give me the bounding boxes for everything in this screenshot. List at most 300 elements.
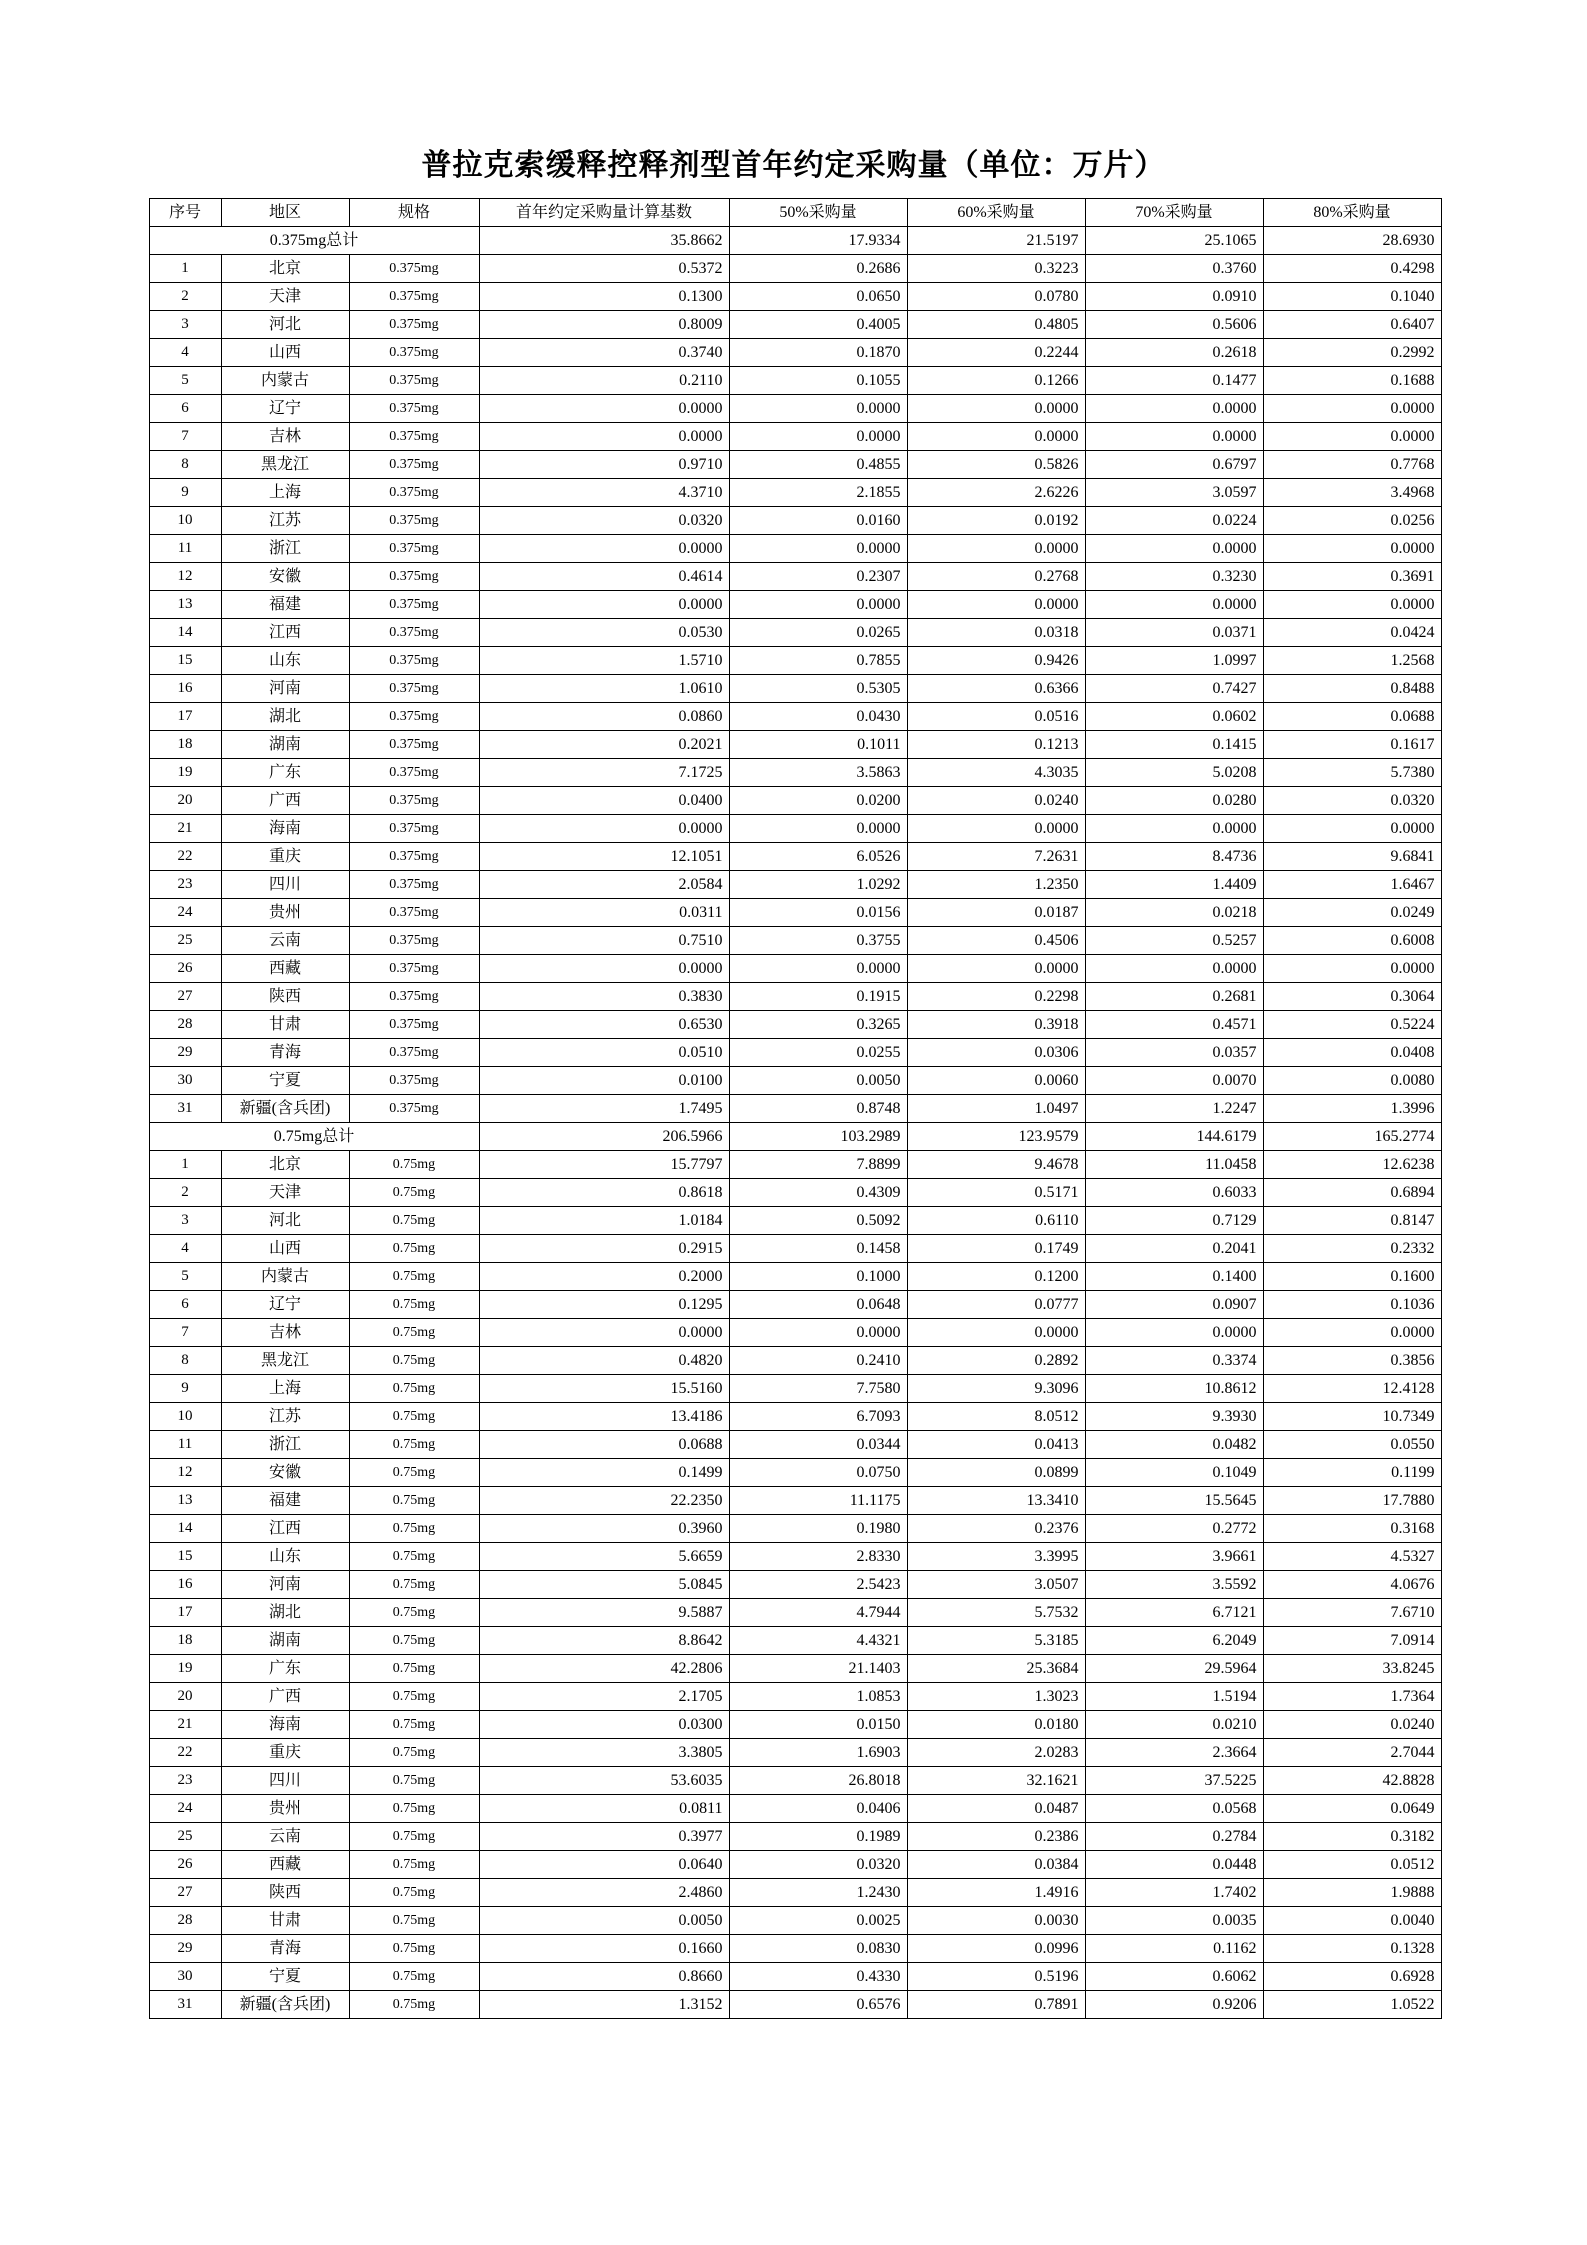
cell-p50: 0.4330 — [729, 1963, 907, 1991]
cell-spec: 0.75mg — [349, 1991, 479, 2019]
cell-base: 1.5710 — [479, 647, 729, 675]
table-row — [149, 1627, 1441, 1655]
cell-spec: 0.75mg — [349, 1655, 479, 1683]
cell-region: 黑龙江 — [221, 1347, 349, 1375]
cell-base: 2.4860 — [479, 1879, 729, 1907]
cell-region: 河北 — [221, 311, 349, 339]
cell-base: 5.6659 — [479, 1543, 729, 1571]
cell-spec: 0.75mg — [349, 1879, 479, 1907]
cell-region: 辽宁 — [221, 395, 349, 423]
cell-p50: 0.0830 — [729, 1935, 907, 1963]
cell-p80: 0.6894 — [1263, 1179, 1441, 1207]
cell-p60: 9.4678 — [907, 1151, 1085, 1179]
cell-region: 海南 — [221, 815, 349, 843]
cell-spec: 0.375mg — [349, 395, 479, 423]
cell-p60: 0.0192 — [907, 507, 1085, 535]
cell-p50: 0.2410 — [729, 1347, 907, 1375]
cell-p60: 0.0413 — [907, 1431, 1085, 1459]
cell-index: 2 — [149, 283, 221, 311]
cell-index: 29 — [149, 1039, 221, 1067]
cell-spec: 0.75mg — [349, 1291, 479, 1319]
cell-region: 天津 — [221, 1179, 349, 1207]
cell-p80: 0.0408 — [1263, 1039, 1441, 1067]
cell-p80: 4.5327 — [1263, 1543, 1441, 1571]
cell-p70: 0.2041 — [1085, 1235, 1263, 1263]
cell-p70: 37.5225 — [1085, 1767, 1263, 1795]
cell-spec: 0.375mg — [349, 731, 479, 759]
cell-p50: 0.1915 — [729, 983, 907, 1011]
cell-index: 9 — [149, 479, 221, 507]
column-header-p80: 80%采购量 — [1263, 199, 1441, 227]
cell-p70: 0.0210 — [1085, 1711, 1263, 1739]
table-row — [149, 283, 1441, 311]
cell-p50: 0.6576 — [729, 1991, 907, 2019]
subtotal-row — [149, 227, 1441, 255]
cell-spec: 0.375mg — [349, 311, 479, 339]
cell-p70: 29.5964 — [1085, 1655, 1263, 1683]
cell-p80: 1.6467 — [1263, 871, 1441, 899]
cell-base: 0.0000 — [479, 423, 729, 451]
cell-p80: 17.7880 — [1263, 1487, 1441, 1515]
cell-spec: 0.375mg — [349, 535, 479, 563]
cell-index: 19 — [149, 759, 221, 787]
cell-p80: 4.0676 — [1263, 1571, 1441, 1599]
cell-p60: 0.0306 — [907, 1039, 1085, 1067]
cell-base: 0.1660 — [479, 1935, 729, 1963]
cell-p60: 0.6110 — [907, 1207, 1085, 1235]
cell-region: 湖北 — [221, 703, 349, 731]
cell-p70: 0.0000 — [1085, 535, 1263, 563]
cell-spec: 0.75mg — [349, 1375, 479, 1403]
cell-p50: 0.8748 — [729, 1095, 907, 1123]
cell-spec: 0.75mg — [349, 1907, 479, 1935]
cell-base: 0.1295 — [479, 1291, 729, 1319]
cell-region: 山西 — [221, 1235, 349, 1263]
cell-spec: 0.75mg — [349, 1347, 479, 1375]
cell-region: 新疆(含兵团) — [221, 1991, 349, 2019]
cell-p50: 21.1403 — [729, 1655, 907, 1683]
cell-p60: 0.0000 — [907, 395, 1085, 423]
cell-p80: 0.0256 — [1263, 507, 1441, 535]
cell-region: 天津 — [221, 283, 349, 311]
cell-index: 1 — [149, 255, 221, 283]
cell-index: 23 — [149, 1767, 221, 1795]
cell-p60: 7.2631 — [907, 843, 1085, 871]
cell-p50: 0.2307 — [729, 563, 907, 591]
cell-region: 湖南 — [221, 1627, 349, 1655]
cell-spec: 0.375mg — [349, 1011, 479, 1039]
cell-p50: 2.5423 — [729, 1571, 907, 1599]
table-row — [149, 1711, 1441, 1739]
cell-p70: 1.5194 — [1085, 1683, 1263, 1711]
cell-region: 湖北 — [221, 1599, 349, 1627]
cell-p60: 0.2892 — [907, 1347, 1085, 1375]
cell-p60: 0.2386 — [907, 1823, 1085, 1851]
table-row — [149, 899, 1441, 927]
cell-p50: 0.0320 — [729, 1851, 907, 1879]
cell-p70: 0.0000 — [1085, 1319, 1263, 1347]
cell-p70: 0.0218 — [1085, 899, 1263, 927]
cell-p70: 3.5592 — [1085, 1571, 1263, 1599]
cell-spec: 0.375mg — [349, 563, 479, 591]
cell-base: 0.1499 — [479, 1459, 729, 1487]
cell-index: 11 — [149, 1431, 221, 1459]
cell-region: 河南 — [221, 1571, 349, 1599]
cell-p70: 0.2618 — [1085, 339, 1263, 367]
column-header-spec: 规格 — [349, 199, 479, 227]
cell-p80: 0.3856 — [1263, 1347, 1441, 1375]
cell-index: 28 — [149, 1011, 221, 1039]
cell-base: 2.0584 — [479, 871, 729, 899]
cell-base: 0.3740 — [479, 339, 729, 367]
cell-spec: 0.75mg — [349, 1599, 479, 1627]
cell-region: 西藏 — [221, 1851, 349, 1879]
cell-p50: 7.8899 — [729, 1151, 907, 1179]
cell-base: 9.5887 — [479, 1599, 729, 1627]
cell-p80: 0.1600 — [1263, 1263, 1441, 1291]
cell-index: 24 — [149, 899, 221, 927]
cell-p50: 0.0000 — [729, 591, 907, 619]
cell-index: 2 — [149, 1179, 221, 1207]
cell-base: 7.1725 — [479, 759, 729, 787]
table-row — [149, 927, 1441, 955]
cell-p50: 0.3265 — [729, 1011, 907, 1039]
cell-base: 0.0400 — [479, 787, 729, 815]
cell-region: 四川 — [221, 871, 349, 899]
cell-region: 陕西 — [221, 983, 349, 1011]
subtotal-value: 165.2774 — [1263, 1123, 1441, 1151]
cell-base: 0.1300 — [479, 283, 729, 311]
cell-p60: 25.3684 — [907, 1655, 1085, 1683]
cell-p80: 0.0000 — [1263, 423, 1441, 451]
cell-base: 0.3977 — [479, 1823, 729, 1851]
table-row — [149, 1851, 1441, 1879]
cell-spec: 0.375mg — [349, 507, 479, 535]
cell-region: 宁夏 — [221, 1963, 349, 1991]
cell-base: 15.7797 — [479, 1151, 729, 1179]
cell-p50: 1.0853 — [729, 1683, 907, 1711]
table-row — [149, 1879, 1441, 1907]
cell-p60: 0.0240 — [907, 787, 1085, 815]
cell-p80: 0.1617 — [1263, 731, 1441, 759]
cell-p60: 0.1749 — [907, 1235, 1085, 1263]
cell-base: 4.3710 — [479, 479, 729, 507]
cell-index: 10 — [149, 507, 221, 535]
cell-region: 黑龙江 — [221, 451, 349, 479]
cell-p80: 9.6841 — [1263, 843, 1441, 871]
cell-p50: 0.0025 — [729, 1907, 907, 1935]
cell-index: 18 — [149, 731, 221, 759]
cell-base: 0.0811 — [479, 1795, 729, 1823]
table-row — [149, 1739, 1441, 1767]
cell-index: 5 — [149, 367, 221, 395]
cell-p60: 0.0487 — [907, 1795, 1085, 1823]
cell-region: 四川 — [221, 1767, 349, 1795]
cell-p60: 0.3918 — [907, 1011, 1085, 1039]
cell-region: 山东 — [221, 1543, 349, 1571]
cell-spec: 0.75mg — [349, 1459, 479, 1487]
cell-index: 10 — [149, 1403, 221, 1431]
cell-p60: 1.2350 — [907, 871, 1085, 899]
cell-region: 江西 — [221, 619, 349, 647]
cell-base: 0.2000 — [479, 1263, 729, 1291]
cell-base: 0.0311 — [479, 899, 729, 927]
cell-index: 13 — [149, 1487, 221, 1515]
cell-p50: 3.5863 — [729, 759, 907, 787]
cell-index: 16 — [149, 675, 221, 703]
cell-region: 内蒙古 — [221, 367, 349, 395]
cell-spec: 0.375mg — [349, 843, 479, 871]
cell-index: 3 — [149, 1207, 221, 1235]
cell-p80: 0.0512 — [1263, 1851, 1441, 1879]
cell-p80: 0.1040 — [1263, 283, 1441, 311]
cell-index: 11 — [149, 535, 221, 563]
cell-p80: 0.2992 — [1263, 339, 1441, 367]
cell-index: 6 — [149, 1291, 221, 1319]
subtotal-value: 21.5197 — [907, 227, 1085, 255]
table-row — [149, 619, 1441, 647]
cell-p60: 3.3995 — [907, 1543, 1085, 1571]
cell-p60: 0.0899 — [907, 1459, 1085, 1487]
cell-p80: 0.8488 — [1263, 675, 1441, 703]
cell-p80: 0.4298 — [1263, 255, 1441, 283]
cell-region: 山西 — [221, 339, 349, 367]
cell-base: 0.8618 — [479, 1179, 729, 1207]
cell-index: 13 — [149, 591, 221, 619]
table-row — [149, 591, 1441, 619]
cell-p70: 0.0000 — [1085, 815, 1263, 843]
cell-p50: 0.0000 — [729, 955, 907, 983]
cell-spec: 0.375mg — [349, 619, 479, 647]
column-header-base: 首年约定采购量计算基数 — [479, 199, 729, 227]
cell-p70: 0.6062 — [1085, 1963, 1263, 1991]
cell-index: 19 — [149, 1655, 221, 1683]
cell-region: 广西 — [221, 787, 349, 815]
cell-base: 1.0610 — [479, 675, 729, 703]
cell-region: 宁夏 — [221, 1067, 349, 1095]
cell-p50: 0.1870 — [729, 339, 907, 367]
cell-p50: 0.0406 — [729, 1795, 907, 1823]
cell-p60: 1.0497 — [907, 1095, 1085, 1123]
cell-p80: 3.4968 — [1263, 479, 1441, 507]
cell-p80: 1.3996 — [1263, 1095, 1441, 1123]
cell-p60: 0.2244 — [907, 339, 1085, 367]
table-row — [149, 451, 1441, 479]
cell-region: 内蒙古 — [221, 1263, 349, 1291]
subtotal-row — [149, 1123, 1441, 1151]
cell-spec: 0.375mg — [349, 647, 479, 675]
table-row — [149, 1571, 1441, 1599]
cell-p60: 0.2768 — [907, 563, 1085, 591]
cell-p70: 0.1415 — [1085, 731, 1263, 759]
cell-base: 1.0184 — [479, 1207, 729, 1235]
table-row — [149, 1179, 1441, 1207]
cell-base: 0.0000 — [479, 1319, 729, 1347]
cell-p50: 0.0000 — [729, 395, 907, 423]
table-row — [149, 563, 1441, 591]
cell-p50: 0.0160 — [729, 507, 907, 535]
cell-index: 22 — [149, 1739, 221, 1767]
cell-p60: 0.0000 — [907, 591, 1085, 619]
cell-p70: 0.2784 — [1085, 1823, 1263, 1851]
cell-p80: 0.0249 — [1263, 899, 1441, 927]
cell-p50: 0.1011 — [729, 731, 907, 759]
cell-p50: 0.0000 — [729, 423, 907, 451]
subtotal-label: 0.75mg总计 — [149, 1123, 479, 1151]
cell-spec: 0.375mg — [349, 339, 479, 367]
cell-spec: 0.375mg — [349, 703, 479, 731]
cell-p50: 0.0750 — [729, 1459, 907, 1487]
cell-p50: 0.0255 — [729, 1039, 907, 1067]
cell-index: 27 — [149, 1879, 221, 1907]
cell-p60: 0.0516 — [907, 703, 1085, 731]
table-row — [149, 479, 1441, 507]
cell-index: 26 — [149, 1851, 221, 1879]
cell-spec: 0.375mg — [349, 955, 479, 983]
cell-index: 1 — [149, 1151, 221, 1179]
cell-p60: 8.0512 — [907, 1403, 1085, 1431]
cell-p70: 10.8612 — [1085, 1375, 1263, 1403]
cell-spec: 0.75mg — [349, 1179, 479, 1207]
cell-p50: 4.4321 — [729, 1627, 907, 1655]
cell-index: 5 — [149, 1263, 221, 1291]
cell-p80: 0.3182 — [1263, 1823, 1441, 1851]
cell-base: 0.0320 — [479, 507, 729, 535]
cell-spec: 0.375mg — [349, 591, 479, 619]
cell-p50: 0.4005 — [729, 311, 907, 339]
cell-p70: 0.9206 — [1085, 1991, 1263, 2019]
cell-region: 福建 — [221, 591, 349, 619]
cell-p80: 33.8245 — [1263, 1655, 1441, 1683]
cell-spec: 0.375mg — [349, 899, 479, 927]
cell-p60: 3.0507 — [907, 1571, 1085, 1599]
cell-p60: 0.0000 — [907, 955, 1085, 983]
table-row — [149, 1963, 1441, 1991]
table-row — [149, 507, 1441, 535]
cell-p50: 4.7944 — [729, 1599, 907, 1627]
cell-base: 0.3960 — [479, 1515, 729, 1543]
cell-p50: 0.5305 — [729, 675, 907, 703]
cell-index: 30 — [149, 1067, 221, 1095]
table-row — [149, 1067, 1441, 1095]
cell-p50: 1.0292 — [729, 871, 907, 899]
cell-p60: 0.5826 — [907, 451, 1085, 479]
cell-base: 0.0000 — [479, 815, 729, 843]
cell-region: 北京 — [221, 1151, 349, 1179]
cell-index: 17 — [149, 703, 221, 731]
subtotal-value: 25.1065 — [1085, 227, 1263, 255]
cell-p60: 0.0000 — [907, 423, 1085, 451]
cell-p50: 26.8018 — [729, 1767, 907, 1795]
table-row — [149, 1823, 1441, 1851]
cell-base: 1.3152 — [479, 1991, 729, 2019]
cell-index: 23 — [149, 871, 221, 899]
cell-p50: 1.6903 — [729, 1739, 907, 1767]
cell-base: 0.0300 — [479, 1711, 729, 1739]
cell-p50: 0.0200 — [729, 787, 907, 815]
cell-base: 5.0845 — [479, 1571, 729, 1599]
cell-p60: 0.5171 — [907, 1179, 1085, 1207]
cell-p50: 0.3755 — [729, 927, 907, 955]
cell-region: 新疆(含兵团) — [221, 1095, 349, 1123]
table-row — [149, 1375, 1441, 1403]
cell-region: 云南 — [221, 1823, 349, 1851]
cell-p60: 0.3223 — [907, 255, 1085, 283]
cell-region: 甘肃 — [221, 1907, 349, 1935]
cell-region: 广西 — [221, 1683, 349, 1711]
cell-spec: 0.375mg — [349, 451, 479, 479]
cell-index: 31 — [149, 1095, 221, 1123]
cell-region: 吉林 — [221, 423, 349, 451]
cell-p80: 0.1328 — [1263, 1935, 1441, 1963]
cell-index: 22 — [149, 843, 221, 871]
table-row — [149, 1599, 1441, 1627]
cell-p80: 7.6710 — [1263, 1599, 1441, 1627]
cell-base: 0.3830 — [479, 983, 729, 1011]
table-row — [149, 1515, 1441, 1543]
cell-p80: 0.1199 — [1263, 1459, 1441, 1487]
cell-base: 0.0000 — [479, 535, 729, 563]
cell-p60: 0.0777 — [907, 1291, 1085, 1319]
cell-base: 0.0640 — [479, 1851, 729, 1879]
table-row — [149, 1543, 1441, 1571]
cell-p60: 5.3185 — [907, 1627, 1085, 1655]
table-row — [149, 367, 1441, 395]
table-row — [149, 1935, 1441, 1963]
cell-spec: 0.375mg — [349, 1095, 479, 1123]
cell-p80: 0.2332 — [1263, 1235, 1441, 1263]
table-header — [149, 199, 1441, 227]
cell-region: 吉林 — [221, 1319, 349, 1347]
cell-p80: 1.7364 — [1263, 1683, 1441, 1711]
cell-p50: 6.0526 — [729, 843, 907, 871]
table-row — [149, 255, 1441, 283]
cell-p60: 0.6366 — [907, 675, 1085, 703]
table-row — [149, 675, 1441, 703]
cell-p60: 0.7891 — [907, 1991, 1085, 2019]
cell-p80: 5.7380 — [1263, 759, 1441, 787]
cell-spec: 0.75mg — [349, 1319, 479, 1347]
cell-index: 17 — [149, 1599, 221, 1627]
cell-base: 0.4614 — [479, 563, 729, 591]
cell-p60: 32.1621 — [907, 1767, 1085, 1795]
cell-region: 广东 — [221, 1655, 349, 1683]
table-row — [149, 1151, 1441, 1179]
cell-p70: 0.5257 — [1085, 927, 1263, 955]
cell-p70: 0.0035 — [1085, 1907, 1263, 1935]
cell-spec: 0.75mg — [349, 1683, 479, 1711]
cell-p50: 0.1989 — [729, 1823, 907, 1851]
table-row — [149, 1991, 1441, 2019]
cell-p80: 0.6928 — [1263, 1963, 1441, 1991]
cell-p80: 12.6238 — [1263, 1151, 1441, 1179]
cell-index: 18 — [149, 1627, 221, 1655]
table-row — [149, 1263, 1441, 1291]
cell-region: 青海 — [221, 1039, 349, 1067]
cell-region: 上海 — [221, 1375, 349, 1403]
cell-p80: 0.5224 — [1263, 1011, 1441, 1039]
cell-p60: 0.1213 — [907, 731, 1085, 759]
cell-p80: 0.6008 — [1263, 927, 1441, 955]
table-row — [149, 787, 1441, 815]
cell-region: 甘肃 — [221, 1011, 349, 1039]
cell-p50: 2.8330 — [729, 1543, 907, 1571]
cell-p70: 2.3664 — [1085, 1739, 1263, 1767]
cell-p80: 0.0320 — [1263, 787, 1441, 815]
cell-p80: 0.0649 — [1263, 1795, 1441, 1823]
table-row — [149, 843, 1441, 871]
cell-base: 12.1051 — [479, 843, 729, 871]
